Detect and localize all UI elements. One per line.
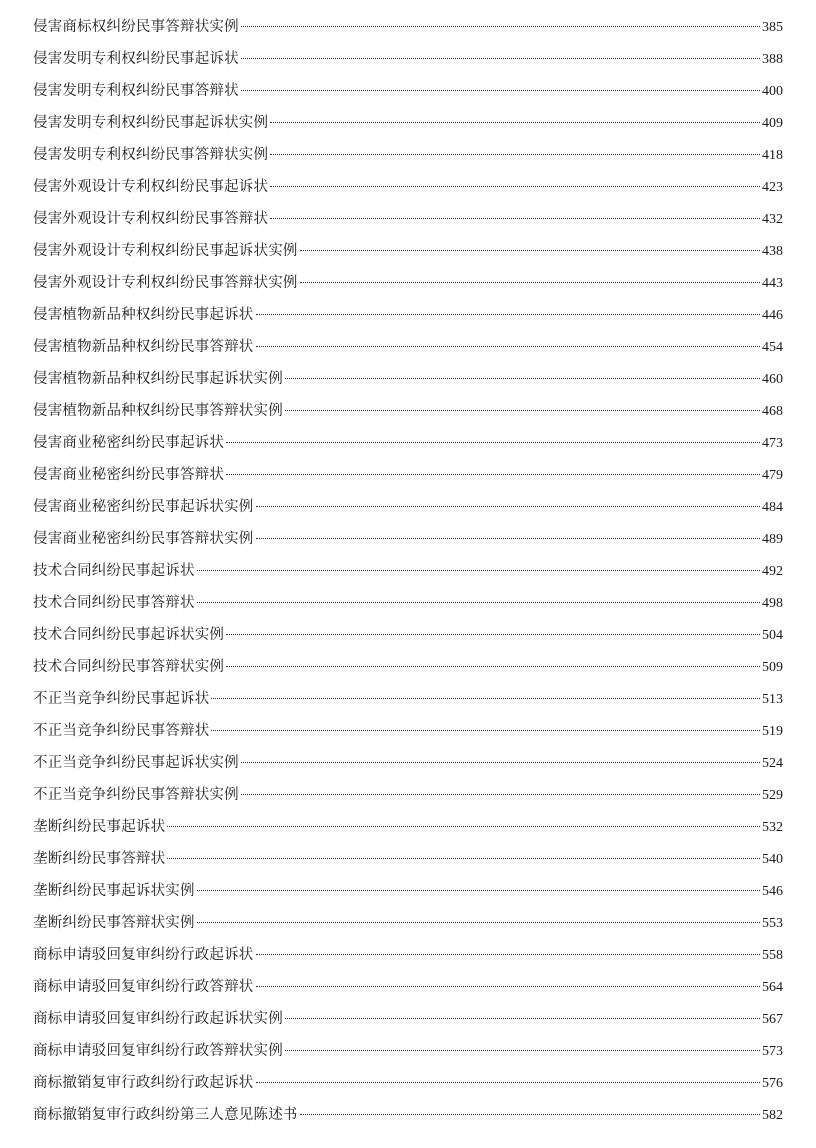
toc-entry-page-number: 432 xyxy=(762,212,783,227)
toc-entry-page-number: 473 xyxy=(762,436,783,451)
toc-entry-page-number: 460 xyxy=(762,372,783,387)
dot-leader xyxy=(197,922,760,923)
toc-entry-title: 商标撤销复审行政纠纷行政起诉状 xyxy=(33,1075,254,1091)
toc-entry-page-number: 492 xyxy=(762,564,783,579)
toc-entry[interactable] xyxy=(33,491,783,523)
toc-entry[interactable] xyxy=(33,267,783,299)
toc-entry[interactable] xyxy=(33,235,783,267)
toc-entry[interactable] xyxy=(33,1003,783,1035)
dot-leader xyxy=(256,538,761,539)
toc-entry-page-number: 409 xyxy=(762,116,783,131)
toc-entry[interactable] xyxy=(33,363,783,395)
dot-leader xyxy=(226,634,760,635)
toc-entry[interactable] xyxy=(33,203,783,235)
dot-leader xyxy=(226,474,760,475)
dot-leader xyxy=(241,794,760,795)
toc-entry-title: 侵害植物新品种权纠纷民事起诉状实例 xyxy=(33,371,283,387)
dot-leader xyxy=(300,282,760,283)
dot-leader xyxy=(241,58,760,59)
toc-entry-page-number: 529 xyxy=(762,788,783,803)
dot-leader xyxy=(270,122,760,123)
toc-entry-page-number: 540 xyxy=(762,852,783,867)
toc-entry-title: 不正当竞争纠纷民事起诉状实例 xyxy=(33,755,239,771)
dot-leader xyxy=(300,1114,760,1115)
dot-leader xyxy=(241,90,760,91)
toc-entry-page-number: 513 xyxy=(762,692,783,707)
toc-entry-title: 不正当竞争纠纷民事答辩状实例 xyxy=(33,787,239,803)
toc-entry-title: 侵害商业秘密纠纷民事答辩状实例 xyxy=(33,531,254,547)
toc-entry-title: 侵害植物新品种权纠纷民事答辩状 xyxy=(33,339,254,355)
toc-entry-title: 不正当竞争纠纷民事起诉状 xyxy=(33,691,210,707)
toc-entry-page-number: 484 xyxy=(762,500,783,515)
dot-leader xyxy=(197,890,760,891)
dot-leader xyxy=(211,698,760,699)
toc-entry[interactable] xyxy=(33,939,783,971)
toc-entry-title: 侵害植物新品种权纠纷民事起诉状 xyxy=(33,307,254,323)
toc-entry-title: 商标申请驳回复审纠纷行政起诉状实例 xyxy=(33,1011,283,1027)
dot-leader xyxy=(285,378,760,379)
toc-entry[interactable] xyxy=(33,875,783,907)
toc-entry-title: 侵害植物新品种权纠纷民事答辩状实例 xyxy=(33,403,283,419)
toc-entry-title: 商标撤销复审行政纠纷第三人意见陈述书 xyxy=(33,1107,298,1123)
toc-entry-title: 垄断纠纷民事答辩状 xyxy=(33,851,166,867)
dot-leader xyxy=(167,826,760,827)
toc-entry[interactable] xyxy=(33,843,783,875)
toc-entry[interactable] xyxy=(33,75,783,107)
toc-entry[interactable] xyxy=(33,139,783,171)
toc-entry-title: 垄断纠纷民事答辩状实例 xyxy=(33,915,195,931)
toc-entry-page-number: 564 xyxy=(762,980,783,995)
toc-entry[interactable] xyxy=(33,715,783,747)
toc-entry-title: 侵害商业秘密纠纷民事起诉状 xyxy=(33,435,225,451)
toc-entry-page-number: 576 xyxy=(762,1076,783,1091)
toc-entry-page-number: 468 xyxy=(762,404,783,419)
toc-entry[interactable] xyxy=(33,1067,783,1099)
dot-leader xyxy=(241,26,760,27)
table-of-contents xyxy=(33,11,783,1131)
toc-entry-title: 侵害发明专利权纠纷民事起诉状实例 xyxy=(33,115,269,131)
toc-entry[interactable] xyxy=(33,427,783,459)
dot-leader xyxy=(270,186,760,187)
toc-entry-title: 垄断纠纷民事起诉状实例 xyxy=(33,883,195,899)
toc-entry[interactable] xyxy=(33,651,783,683)
toc-entry-page-number: 567 xyxy=(762,1012,783,1027)
dot-leader xyxy=(256,1082,761,1083)
toc-entry-title: 侵害商业秘密纠纷民事起诉状实例 xyxy=(33,499,254,515)
toc-entry[interactable] xyxy=(33,779,783,811)
toc-entry[interactable] xyxy=(33,171,783,203)
toc-entry-title: 不正当竞争纠纷民事答辩状 xyxy=(33,723,210,739)
toc-entry-page-number: 446 xyxy=(762,308,783,323)
toc-entry-title: 侵害商标权纠纷民事答辩状实例 xyxy=(33,19,239,35)
toc-entry-page-number: 423 xyxy=(762,180,783,195)
dot-leader xyxy=(256,506,761,507)
dot-leader xyxy=(197,570,760,571)
toc-entry-title: 商标申请驳回复审纠纷行政答辩状 xyxy=(33,979,254,995)
toc-entry-page-number: 524 xyxy=(762,756,783,771)
toc-entry[interactable] xyxy=(33,395,783,427)
dot-leader xyxy=(256,954,761,955)
toc-entry-page-number: 489 xyxy=(762,532,783,547)
dot-leader xyxy=(226,442,760,443)
toc-entry-page-number: 388 xyxy=(762,52,783,67)
dot-leader xyxy=(226,666,760,667)
dot-leader xyxy=(285,410,760,411)
toc-entry-title: 侵害外观设计专利权纠纷民事答辩状 xyxy=(33,211,269,227)
toc-entry-title: 侵害发明专利权纠纷民事答辩状实例 xyxy=(33,147,269,163)
dot-leader xyxy=(285,1018,760,1019)
dot-leader xyxy=(256,986,761,987)
toc-entry[interactable] xyxy=(33,331,783,363)
toc-entry[interactable] xyxy=(33,683,783,715)
toc-entry-page-number: 573 xyxy=(762,1044,783,1059)
dot-leader xyxy=(256,314,761,315)
dot-leader xyxy=(285,1050,760,1051)
toc-entry-title: 侵害发明专利权纠纷民事起诉状 xyxy=(33,51,239,67)
toc-entry-page-number: 546 xyxy=(762,884,783,899)
toc-entry[interactable] xyxy=(33,11,783,43)
toc-entry-page-number: 418 xyxy=(762,148,783,163)
toc-entry-page-number: 385 xyxy=(762,20,783,35)
toc-entry[interactable] xyxy=(33,459,783,491)
toc-entry[interactable] xyxy=(33,747,783,779)
toc-entry-page-number: 504 xyxy=(762,628,783,643)
toc-entry[interactable] xyxy=(33,299,783,331)
toc-entry-title: 技术合同纠纷民事起诉状实例 xyxy=(33,627,225,643)
dot-leader xyxy=(300,250,760,251)
toc-entry-page-number: 438 xyxy=(762,244,783,259)
toc-entry-title: 侵害发明专利权纠纷民事答辩状 xyxy=(33,83,239,99)
dot-leader xyxy=(197,602,760,603)
toc-entry-title: 侵害外观设计专利权纠纷民事答辩状实例 xyxy=(33,275,298,291)
toc-entry[interactable] xyxy=(33,811,783,843)
toc-entry-title: 商标申请驳回复审纠纷行政起诉状 xyxy=(33,947,254,963)
toc-entry-page-number: 454 xyxy=(762,340,783,355)
toc-entry-page-number: 582 xyxy=(762,1108,783,1123)
toc-entry-page-number: 498 xyxy=(762,596,783,611)
toc-entry[interactable] xyxy=(33,523,783,555)
toc-entry[interactable] xyxy=(33,907,783,939)
toc-entry-page-number: 553 xyxy=(762,916,783,931)
toc-entry-title: 技术合同纠纷民事答辩状 xyxy=(33,595,195,611)
dot-leader xyxy=(241,762,760,763)
toc-entry-title: 技术合同纠纷民事答辩状实例 xyxy=(33,659,225,675)
dot-leader xyxy=(256,346,761,347)
toc-entry[interactable] xyxy=(33,971,783,1003)
toc-entry[interactable] xyxy=(33,1099,783,1131)
toc-entry-page-number: 558 xyxy=(762,948,783,963)
toc-entry[interactable] xyxy=(33,43,783,75)
toc-entry-title: 技术合同纠纷民事起诉状 xyxy=(33,563,195,579)
toc-entry-page-number: 509 xyxy=(762,660,783,675)
toc-entry[interactable] xyxy=(33,619,783,651)
toc-entry-page-number: 400 xyxy=(762,84,783,99)
toc-entry[interactable] xyxy=(33,555,783,587)
dot-leader xyxy=(270,154,760,155)
toc-entry[interactable] xyxy=(33,107,783,139)
dot-leader xyxy=(167,858,760,859)
toc-entry-page-number: 479 xyxy=(762,468,783,483)
toc-entry-page-number: 443 xyxy=(762,276,783,291)
toc-entry[interactable] xyxy=(33,1035,783,1067)
dot-leader xyxy=(270,218,760,219)
dot-leader xyxy=(211,730,760,731)
toc-entry-page-number: 519 xyxy=(762,724,783,739)
toc-entry-title: 侵害外观设计专利权纠纷民事起诉状 xyxy=(33,179,269,195)
toc-entry-title: 侵害商业秘密纠纷民事答辩状 xyxy=(33,467,225,483)
toc-entry-title: 垄断纠纷民事起诉状 xyxy=(33,819,166,835)
toc-entry[interactable] xyxy=(33,587,783,619)
toc-entry-title: 商标申请驳回复审纠纷行政答辩状实例 xyxy=(33,1043,283,1059)
toc-entry-page-number: 532 xyxy=(762,820,783,835)
toc-entry-title: 侵害外观设计专利权纠纷民事起诉状实例 xyxy=(33,243,298,259)
